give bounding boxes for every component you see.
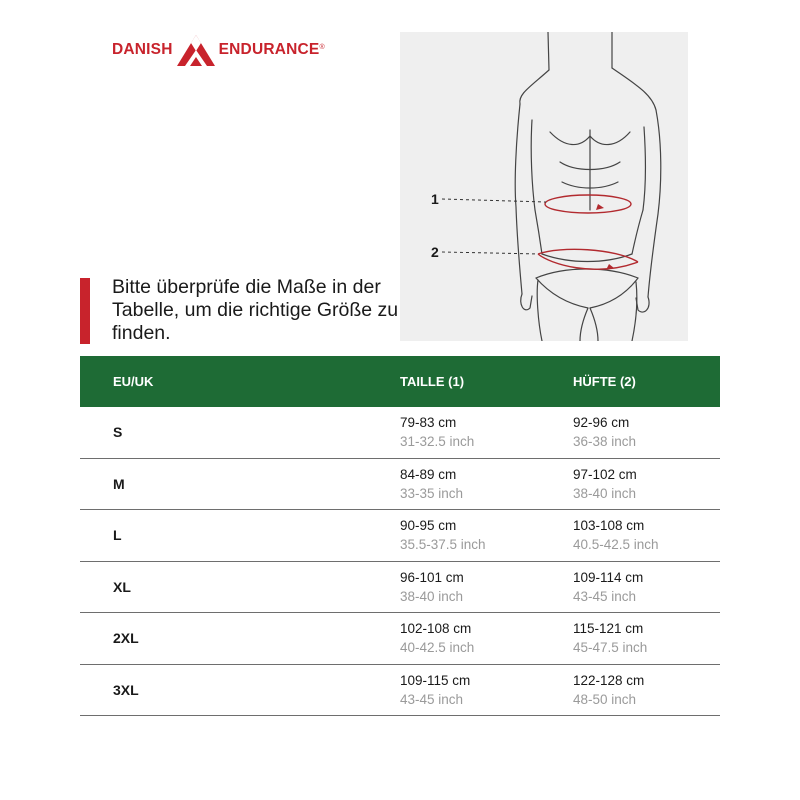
registered-mark: ® <box>319 44 325 51</box>
waist-cm: 84-89 cm <box>400 466 457 482</box>
waist-cm: 109-115 cm <box>400 672 471 688</box>
hip-marker-label: 2 <box>431 244 439 260</box>
header-waist: TAILLE (1) <box>400 374 465 389</box>
brand-logo <box>112 32 357 68</box>
waist-cm: 102-108 cm <box>400 621 472 637</box>
hip-cm: 97-102 cm <box>573 466 637 482</box>
brand-name-left: DANISH <box>112 41 173 58</box>
waist-inch: 33-35 inch <box>400 485 464 501</box>
waist-cell <box>400 671 573 709</box>
waist-cm: 79-83 cm <box>400 415 457 431</box>
hip-cell <box>573 465 720 503</box>
size-cell: S <box>113 424 123 441</box>
hip-cell <box>573 619 720 657</box>
hip-cm: 92-96 cm <box>573 415 630 431</box>
table-header <box>80 356 720 407</box>
hip-inch: 36-38 inch <box>573 434 637 450</box>
table-row <box>80 459 720 511</box>
body-figure-icon <box>400 32 688 341</box>
hip-cm: 122-128 cm <box>573 672 645 688</box>
header-size: EU/UK <box>113 374 154 389</box>
table-row <box>80 510 720 562</box>
hip-inch: 45-47.5 inch <box>573 640 648 656</box>
waist-cell <box>400 568 573 606</box>
waist-cm: 90-95 cm <box>400 518 457 534</box>
size-cell: M <box>113 475 125 492</box>
hip-cell <box>573 568 720 606</box>
table-row <box>80 407 720 459</box>
hip-inch: 38-40 inch <box>573 485 637 501</box>
accent-bar <box>80 278 90 344</box>
size-cell: 3XL <box>113 681 139 698</box>
waist-inch: 31-32.5 inch <box>400 434 475 450</box>
intro-text: Bitte überprüfe die Maße in der Tabelle, um die richtige Größe zu finden. <box>112 276 399 344</box>
hip-inch: 43-45 inch <box>573 588 637 604</box>
header-hip: HÜFTE (2) <box>573 374 636 389</box>
size-table <box>80 356 720 716</box>
waist-cell <box>400 465 573 503</box>
hip-inch: 48-50 inch <box>573 691 637 707</box>
hip-cell <box>573 413 720 451</box>
size-cell: 2XL <box>113 630 139 647</box>
waist-inch: 35.5-37.5 inch <box>400 537 486 553</box>
size-cell: L <box>113 527 122 544</box>
waist-inch: 43-45 inch <box>400 691 464 707</box>
hip-cm: 103-108 cm <box>573 518 645 534</box>
waist-marker-label: 1 <box>431 191 439 207</box>
waist-inch: 38-40 inch <box>400 588 464 604</box>
waist-cm: 96-101 cm <box>400 569 464 585</box>
waist-cell <box>400 619 573 657</box>
measurement-illustration <box>400 32 688 341</box>
hip-inch: 40.5-42.5 inch <box>573 537 659 553</box>
size-cell: XL <box>113 578 131 595</box>
brand-name-right: ENDURANCE <box>218 41 320 58</box>
table-row <box>80 613 720 665</box>
waist-cell <box>400 516 573 554</box>
waist-cell <box>400 413 573 451</box>
table-row <box>80 562 720 614</box>
table-row <box>80 665 720 717</box>
hip-cm: 109-114 cm <box>573 569 644 585</box>
waist-inch: 40-42.5 inch <box>400 640 475 656</box>
hip-cell <box>573 671 720 709</box>
hip-cell <box>573 516 720 554</box>
hip-cm: 115-121 cm <box>573 621 644 637</box>
mountain-logo-icon <box>176 33 216 67</box>
